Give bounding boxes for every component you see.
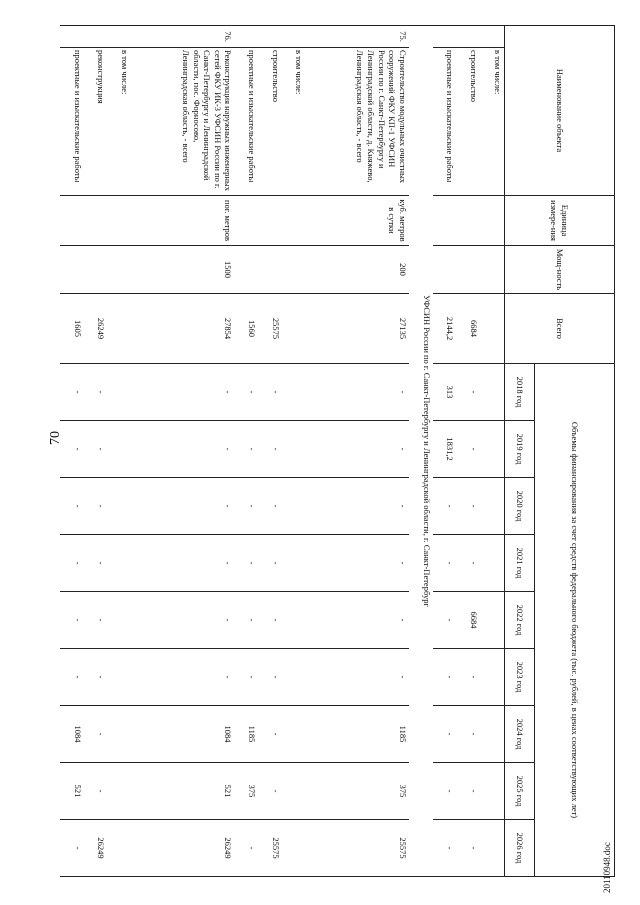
- year-value: 26249: [84, 820, 108, 877]
- year-value: -: [84, 763, 108, 820]
- year-value: -: [306, 364, 409, 421]
- header-total: Всего: [505, 294, 615, 364]
- total-cell: 1560: [234, 294, 258, 364]
- year-value: [282, 535, 306, 592]
- row-number: [433, 26, 457, 48]
- unit-cell: [433, 196, 457, 246]
- year-value: -: [60, 535, 84, 592]
- year-value: [480, 478, 505, 535]
- row-number: [282, 26, 306, 48]
- year-value: -: [60, 478, 84, 535]
- year-value: -: [306, 535, 409, 592]
- table-row: [60, 26, 84, 877]
- year-value: [480, 421, 505, 478]
- year-value: -: [60, 592, 84, 649]
- object-name: в том числе:: [480, 48, 505, 196]
- year-value: -: [433, 820, 457, 877]
- year-value: -: [84, 364, 108, 421]
- year-value: [480, 535, 505, 592]
- object-name: Реконструкция наружных инженерных сетей ФКУ ИК-3 УФСИН России по г. Санкт-Петербургу и Ленинградской области, пос. Форносово, Ленинградская область, - всего: [131, 48, 234, 196]
- funding-table-rotated: [60, 25, 615, 875]
- row-number: [60, 26, 84, 48]
- object-name: Строительство модульных очистных сооружений ФКУ КП-1 УФСИН России по г. Санкт-Петербургу и Ленинградской области, д. Княжево, Ленинградская область, - всего: [306, 48, 409, 196]
- total-cell: [480, 294, 505, 364]
- power-cell: [84, 246, 108, 294]
- header-year: 2024 год: [505, 706, 535, 763]
- year-value: -: [60, 364, 84, 421]
- table-row: [234, 26, 258, 877]
- year-value: -: [258, 592, 282, 649]
- year-value: -: [306, 592, 409, 649]
- year-value: -: [433, 649, 457, 706]
- unit-cell: [258, 196, 282, 246]
- table-row: [282, 26, 306, 877]
- object-name: проектные и изыскательские работы: [60, 48, 84, 196]
- header-year: 2023 год: [505, 649, 535, 706]
- total-cell: [282, 294, 306, 364]
- row-number: [258, 26, 282, 48]
- year-value: -: [60, 649, 84, 706]
- unit-cell: пог. метров: [131, 196, 234, 246]
- year-value: -: [258, 364, 282, 421]
- year-value: -: [456, 535, 480, 592]
- object-name: проектные и изыскательские работы: [234, 48, 258, 196]
- year-value: -: [60, 421, 84, 478]
- year-value: [282, 421, 306, 478]
- year-value: [107, 535, 131, 592]
- year-value: [107, 706, 131, 763]
- year-value: [107, 478, 131, 535]
- header-year: 2019 год: [505, 421, 535, 478]
- header-power: Мощ-ность: [505, 246, 615, 294]
- table-row: [258, 26, 282, 877]
- year-value: [480, 820, 505, 877]
- unit-cell: [456, 196, 480, 246]
- total-cell: 27854: [131, 294, 234, 364]
- page-number: 70: [48, 431, 63, 445]
- year-value: -: [258, 706, 282, 763]
- table-row: [107, 26, 131, 877]
- year-value: 375: [306, 763, 409, 820]
- section-header-row: [409, 26, 433, 877]
- header-year: 2020 год: [505, 478, 535, 535]
- year-value: -: [433, 478, 457, 535]
- year-value: [282, 364, 306, 421]
- row-number: [480, 26, 505, 48]
- year-value: -: [258, 535, 282, 592]
- power-cell: [107, 246, 131, 294]
- object-name: проектные и изыскательские работы: [433, 48, 457, 196]
- total-cell: 26249: [84, 294, 108, 364]
- year-value: -: [131, 649, 234, 706]
- row-number: [456, 26, 480, 48]
- power-cell: [456, 246, 480, 294]
- power-cell: [258, 246, 282, 294]
- table-row: [306, 26, 409, 877]
- object-name: в том числе:: [107, 48, 131, 196]
- year-value: 521: [131, 763, 234, 820]
- year-value: 25575: [258, 820, 282, 877]
- row-number: [84, 26, 108, 48]
- year-value: 1185: [306, 706, 409, 763]
- header-unit: Единица измере-ния: [505, 196, 615, 246]
- year-value: -: [60, 820, 84, 877]
- year-value: -: [131, 478, 234, 535]
- header-year: 2025 год: [505, 763, 535, 820]
- year-value: -: [84, 592, 108, 649]
- year-value: [107, 820, 131, 877]
- year-value: 6684: [456, 592, 480, 649]
- year-value: -: [433, 706, 457, 763]
- header-year: 2022 год: [505, 592, 535, 649]
- year-value: [282, 478, 306, 535]
- unit-cell: [480, 196, 505, 246]
- power-cell: 1500: [131, 246, 234, 294]
- row-number: [234, 26, 258, 48]
- year-value: -: [131, 592, 234, 649]
- row-number: 75.: [306, 26, 409, 48]
- object-name: реконструкция: [84, 48, 108, 196]
- year-value: [107, 592, 131, 649]
- year-value: -: [234, 820, 258, 877]
- object-name: в том числе:: [282, 48, 306, 196]
- unit-cell: [60, 196, 84, 246]
- total-cell: 6684: [456, 294, 480, 364]
- year-value: 313: [433, 364, 457, 421]
- year-value: 1084: [131, 706, 234, 763]
- total-cell: 27135: [306, 294, 409, 364]
- year-value: -: [84, 535, 108, 592]
- year-value: -: [306, 421, 409, 478]
- year-value: [480, 592, 505, 649]
- power-cell: [480, 246, 505, 294]
- year-value: [282, 592, 306, 649]
- year-value: -: [258, 478, 282, 535]
- total-cell: 1605: [60, 294, 84, 364]
- header-year: 2021 год: [505, 535, 535, 592]
- year-value: [480, 763, 505, 820]
- unit-cell: [107, 196, 131, 246]
- header-name: Наименование объекта: [505, 26, 615, 196]
- year-value: -: [306, 649, 409, 706]
- funding-table: [60, 25, 615, 877]
- year-value: -: [131, 421, 234, 478]
- year-value: 521: [60, 763, 84, 820]
- unit-cell: куб. метров в сутки: [306, 196, 409, 246]
- year-value: -: [234, 364, 258, 421]
- year-value: -: [306, 478, 409, 535]
- year-value: -: [234, 535, 258, 592]
- year-value: [107, 649, 131, 706]
- header-funding: Объемы финансирования за счет средств федерального бюджета (тыс. рублей, в ценах соответствующих лет): [535, 364, 615, 877]
- object-name: строительство: [456, 48, 480, 196]
- table-row: [456, 26, 480, 877]
- year-value: -: [131, 364, 234, 421]
- year-value: -: [456, 763, 480, 820]
- year-value: [282, 820, 306, 877]
- year-value: [282, 706, 306, 763]
- year-value: -: [234, 649, 258, 706]
- power-cell: [234, 246, 258, 294]
- year-value: 25575: [306, 820, 409, 877]
- year-value: -: [433, 592, 457, 649]
- year-value: [480, 649, 505, 706]
- year-value: [107, 421, 131, 478]
- header-year: 2026 год: [505, 820, 535, 877]
- table-row: [433, 26, 457, 877]
- power-cell: 200: [306, 246, 409, 294]
- year-value: -: [234, 592, 258, 649]
- year-value: [480, 364, 505, 421]
- year-value: -: [84, 706, 108, 763]
- document-id: 20110948.doc: [602, 842, 612, 893]
- table-row: [131, 26, 234, 877]
- power-cell: [433, 246, 457, 294]
- year-value: -: [456, 364, 480, 421]
- year-value: [282, 763, 306, 820]
- row-number: 76.: [131, 26, 234, 48]
- year-value: -: [456, 706, 480, 763]
- year-value: -: [84, 649, 108, 706]
- year-value: -: [234, 421, 258, 478]
- power-cell: [60, 246, 84, 294]
- year-value: -: [258, 763, 282, 820]
- year-value: -: [84, 421, 108, 478]
- year-value: -: [456, 820, 480, 877]
- power-cell: [282, 246, 306, 294]
- year-value: -: [456, 421, 480, 478]
- unit-cell: [84, 196, 108, 246]
- year-value: [282, 649, 306, 706]
- year-value: 1084: [60, 706, 84, 763]
- header-year: 2018 год: [505, 364, 535, 421]
- year-value: 375: [234, 763, 258, 820]
- section-title: УФСИН России по г. Санкт-Петербургу и Ленинградской области, г. Санкт-Петербург: [409, 26, 433, 877]
- table-row: [480, 26, 505, 877]
- table-row: [84, 26, 108, 877]
- year-value: -: [433, 535, 457, 592]
- year-value: -: [456, 649, 480, 706]
- unit-cell: [282, 196, 306, 246]
- total-cell: 25575: [258, 294, 282, 364]
- year-value: -: [456, 478, 480, 535]
- total-cell: [107, 294, 131, 364]
- year-value: 1185: [234, 706, 258, 763]
- year-value: -: [258, 421, 282, 478]
- year-value: -: [234, 478, 258, 535]
- year-value: [107, 763, 131, 820]
- year-value: 1831,2: [433, 421, 457, 478]
- unit-cell: [234, 196, 258, 246]
- row-number: [107, 26, 131, 48]
- year-value: -: [131, 535, 234, 592]
- object-name: строительство: [258, 48, 282, 196]
- year-value: -: [258, 649, 282, 706]
- year-value: -: [433, 763, 457, 820]
- year-value: [107, 364, 131, 421]
- total-cell: 2144,2: [433, 294, 457, 364]
- year-value: -: [84, 478, 108, 535]
- year-value: 26249: [131, 820, 234, 877]
- year-value: [480, 706, 505, 763]
